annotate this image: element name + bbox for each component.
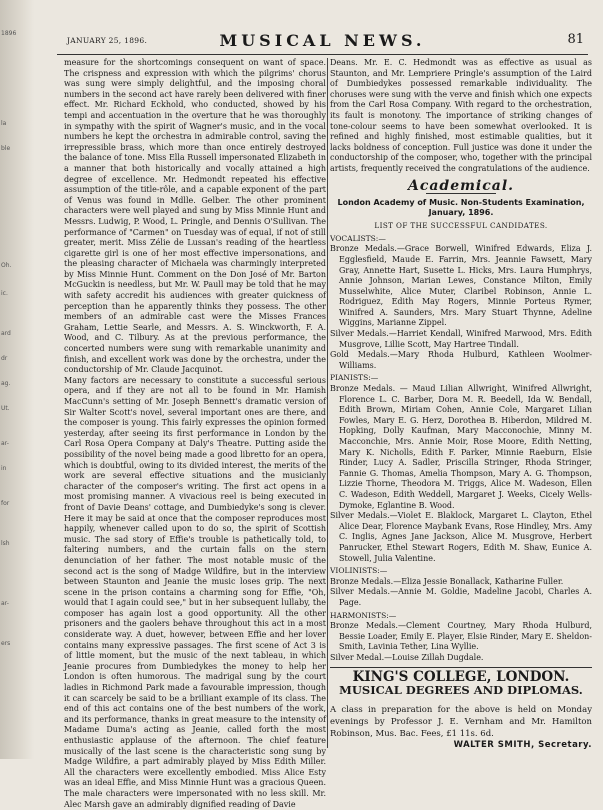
gutter-mark: dr (1, 355, 8, 362)
gutter-mark: la (1, 120, 7, 127)
header-rule (57, 54, 588, 55)
page-header (57, 28, 588, 48)
gutter-mark: ar- (1, 600, 9, 607)
medal-list: Gold Medals.—Mary Rhoda Hulburd, Kathleen Woolmer-Williams. (330, 350, 592, 370)
gutter-mark: Oh. (1, 262, 12, 269)
gutter-mark: ar- (1, 440, 9, 447)
category-label: VIOLINISTS:— (330, 566, 388, 576)
gutter-mark: ag. (1, 380, 11, 387)
left-column (64, 58, 326, 810)
medal-list: Bronze Medals.—Clement Courtney, Mary Rhoda Hulburd, Bessie Loader, Emily E. Player, Elsie Rinder, Mary E. Sheldon-Smith, Lavinia Tether, Lina Wyllie. (330, 621, 592, 652)
advert-signature: WALTER SMITH, Secretary. (453, 739, 592, 750)
advert-title: KING'S COLLEGE, LONDON. (352, 669, 570, 686)
category-label: PIANISTS:— (330, 373, 379, 383)
page-number: 81 (567, 32, 584, 47)
category-label: VOCALISTS:— (330, 233, 386, 243)
article-paragraph: Deans. Mr. E. C. Hedmondt was as effective as usual as Staunton, and Mr. Lempriere Pringle's assumption of the Laird of Dumbiedykes possessed remarkable individuality. The choruses were sung with the verve and finish which one expects from the Carl Rosa Company. With regard to the orchestration, its fault is monotony. The importance of striking changes of tone-colour seems to have been somewhat overlooked. It is refined and highly finished, most estimable qualities, but it lacks boldness of conception. Full justice was done it under the conductorship of the composer, who, together with the principal artists, frequently received the congratulations of the audience. (330, 58, 592, 173)
advert-subtitle: MUSICAL DEGREES AND DIPLOMAS. (339, 683, 583, 698)
medal-list: Bronze Medals.—Eliza Jessie Bonallack, Katharine Fuller. (330, 576, 564, 586)
gutter-mark: lsh (1, 540, 10, 547)
candidates-heading: LIST OF THE SUCCESSFUL CANDIDATES. (374, 221, 548, 231)
gutter-mark: ers (1, 640, 11, 647)
medal-list: Silver Medals.—Violet E. Blaklock, Margaret L. Clayton, Ethel Alice Dear, Florence Maybank Evans, Rose Hindley, Mrs. Amy C. Inglis, Agnes Jane Jackson, Alice M. Musgrove, Herbert Panrucker, Ethel Stewart Rogers, Edith M. Shaw, Eunice A. Stowell, Julia Valentine. (330, 511, 592, 563)
masthead-title: MUSICAL NEWS. (219, 31, 426, 50)
medal-list: Silver Medal.—Louise Zillah Dugdale. (330, 652, 484, 662)
binding-gutter (0, 0, 34, 759)
advert-body: A class in preparation for the above is held on Monday evenings by Professor J. E. Vernham and Mr. Hamilton Robinson, Mus. Bac. Fees, £1 11s. 6d. (330, 704, 592, 739)
exam-heading-date: January, 1896. (428, 208, 494, 218)
gutter-mark: ic. (1, 290, 8, 297)
section-title: Academical. (407, 177, 515, 194)
article-paragraph: measure for the shortcomings consequent on want of space. The crispness and expression with which the pilgrims' chorus was sung were simply delightful, and the imposing choral numbers in the second act have rarely been delivered with finer effect. Mr. Richard Eckhold, who conducted, showed by his tempi and accentuation in the overture that he was thoroughly in sympathy with the spirit of Wagner's music, and in the vocal numbers he kept the orchestra in admirable control, saving the irrepressible brass, which more than once entirely destroyed the balance of tone. Miss Ella Russell impersonated Elizabeth in a manner that both historically and vocally attained a high degree of excellence. Mr. Hedmondt repeated his effective assumption of the title-rôle, and a capable exponent of the part of Venus was found in Mdlle. Gelber. The other prominent characters were well played and sung by Miss Minnie Hunt and Messrs. Ludwig, P. Wood, L. Pringle, and Dennis O'Sullivan. The performance of "Carmen" on Tuesday was of equal, if not of still greater, merit. Miss Zélie de Lussan's reading of the heartless cigarette girl is one of her most effective impersonations, and the pleasing character of Michaela was charmingly interpreted by Miss Minnie Hunt. Comment on the Don José of Mr. Barton McGuckin is needless, but Mr. W. Paull may be told that he may with safety accredit his audiences with greater quickness of perception than he apparently thinks they possess. The other members of an admirable cast were the Misses Frances Graham, Lettie Searle, and Messrs. A. S. Winckworth, F. A. Wood, and C. Tilbury. As at the previous performance, the concerted numbers were sung with remarkable unanimity and finish, and excellent work was done by the orchestra, under the conductorship of Mr. Claude Jacquinot. (64, 58, 326, 375)
gutter-mark: in (1, 465, 7, 472)
exam-heading: London Academy of Music. Non-Students Examination, (337, 198, 585, 208)
column-divider (327, 58, 328, 748)
advert-rule (330, 667, 592, 668)
article-paragraph: Many factors are necessary to constitute a successful serious opera, and if they are not all to be found in Mr. Hamish MacCunn's setting of Mr. Joseph Bennett's dramatic version of Sir Walter Scott's novel, several important ones are there, and the composer is young. This fairly expresses the opinion formed yesterday, after seeing its first performance in London by the Carl Rosa Opera Company at Daly's Theatre. Putting aside the possibility of the novel being made a good libretto for an opera, which is doubtful, owing to its divided interest, the merits of the work are several effective situations and the musicianly character of the composer's writing. The first act opens in a most promising manner. A vivacious reel is being executed in front of Davie Deans' cottage, and Dumbiedyke's song is clever. Here it may be said at once that the composer reproduces most happily, whenever called upon to do so, the spirit of Scottish music. The sad story of Effie's trouble is pathetically told, to faltering numbers, and the curtain falls on the stern denunciation of her father. The most notable music of the second act is the song of Madge Wildfire, but in the interview between Staunton and Jeanie the music loses grip. The next scene in the prison contains a charming song for Effie, "Oh, would that I again could see," but in her subsequent lullaby, the composer has again lost a good opportunity. All the other prisoners and the gaolers behave throughout this act in a most considerate way. A duet, however, between Effie and her lover contains many expressive passages. The first scene of Act 3 is of little moment, but the music of the next tableau, in which Jeanie procures from Dumbiedykes the money to help her London is often humorous. The madrigal sung by the court ladies in Richmond Park made a favourable impression, though it can scarcely be said to be a brilliant example of its class. The end of this act contains one of the best numbers of the work, and its performance, thanks in great measure to the intensity of Madame Duma's acting as Jeanie, called forth the most enthusiastic applause of the afternoon. The chief feature musically of the last scene is the characteristic song sung by Madge Wildfire, a part admirably played by Miss Edith Miller. All the characters were excellently embodied. Miss Alice Esty was an ideal Effie, and Miss Minnie Hunt was a gracious Queen. The male characters were impersonated with no less skill. Mr. Alec Marsh gave an admirably dignified reading of Davie (64, 375, 326, 809)
gutter-mark: 1896 (1, 30, 17, 37)
issue-date: JANUARY 25, 1896. (67, 36, 148, 45)
gutter-mark: ble (1, 145, 11, 152)
medal-list: Bronze Medals.—Grace Borwell, Winifred Edwards, Eliza J. Egglesfield, Maude E. Farrin, Mrs. Jeannie Fawsett, Mary Gray, Annette Hart, Susette L. Hicks, Mrs. Laura Humphrys, Annie Johnson, Marian Lewes, Constance Milton, Emily Musselwhite, Alice Muter, Claribel Robinson, Annie L. Rodriguez, Edith May Rogers, Minnie Porteus Rymer, Winifred A. Saunders, Mrs. Mary Stuart Thynne, Adeline Wiggins, Marianne Zippel. (330, 244, 592, 328)
medal-list: Silver Medals.—Harriet Kendall, Winifred Marwood, Mrs. Edith Musgrove, Lillie Scott, May Hartree Tindall. (330, 329, 592, 349)
gutter-mark: ard (1, 330, 11, 337)
gutter-mark: for (1, 500, 10, 507)
gutter-mark: Ut. (1, 405, 10, 412)
medal-list: Bronze Medals. — Maud Lilian Allwright, Winifred Allwright, Florence L. C. Barber, Dora M. R. Beedell, Ida W. Bendall, Edith Brown, Miriam Cohen, Annie Cole, Margaret Lilian Fowles, Mary E. G. Herz, Dorothea B. Hiberdon, Mildred M. Hopking, Dolly Kaufman, Mary Macconochie, Minny M. Macconchie, Mrs. Annie Moir, Rose Moore, Edith Netting, Mary K. Nicholls, Edith F. Parker, Minnie Raeburn, Elsie Rinder, Lucy A. Sadler, Priscilla Stringer, Rhoda Stringer, Fannie G. Thomas, Amelia Thompson, Mary A. G. Thompson, Lizzie Thorne, Theodora M. Triggs, Alice M. Wadeson, Ellen C. Wadeson, Edith Weddell, Margaret J. Weeks, Cicely Wells-Dymoke, Eglantine B. Wood. (330, 384, 592, 510)
medal-list: Silver Medals.—Annie M. Goldie, Madeline Jacobi, Charles A. Page. (330, 587, 592, 607)
category-label: HARMONISTS:— (330, 610, 397, 620)
right-column (330, 58, 592, 750)
